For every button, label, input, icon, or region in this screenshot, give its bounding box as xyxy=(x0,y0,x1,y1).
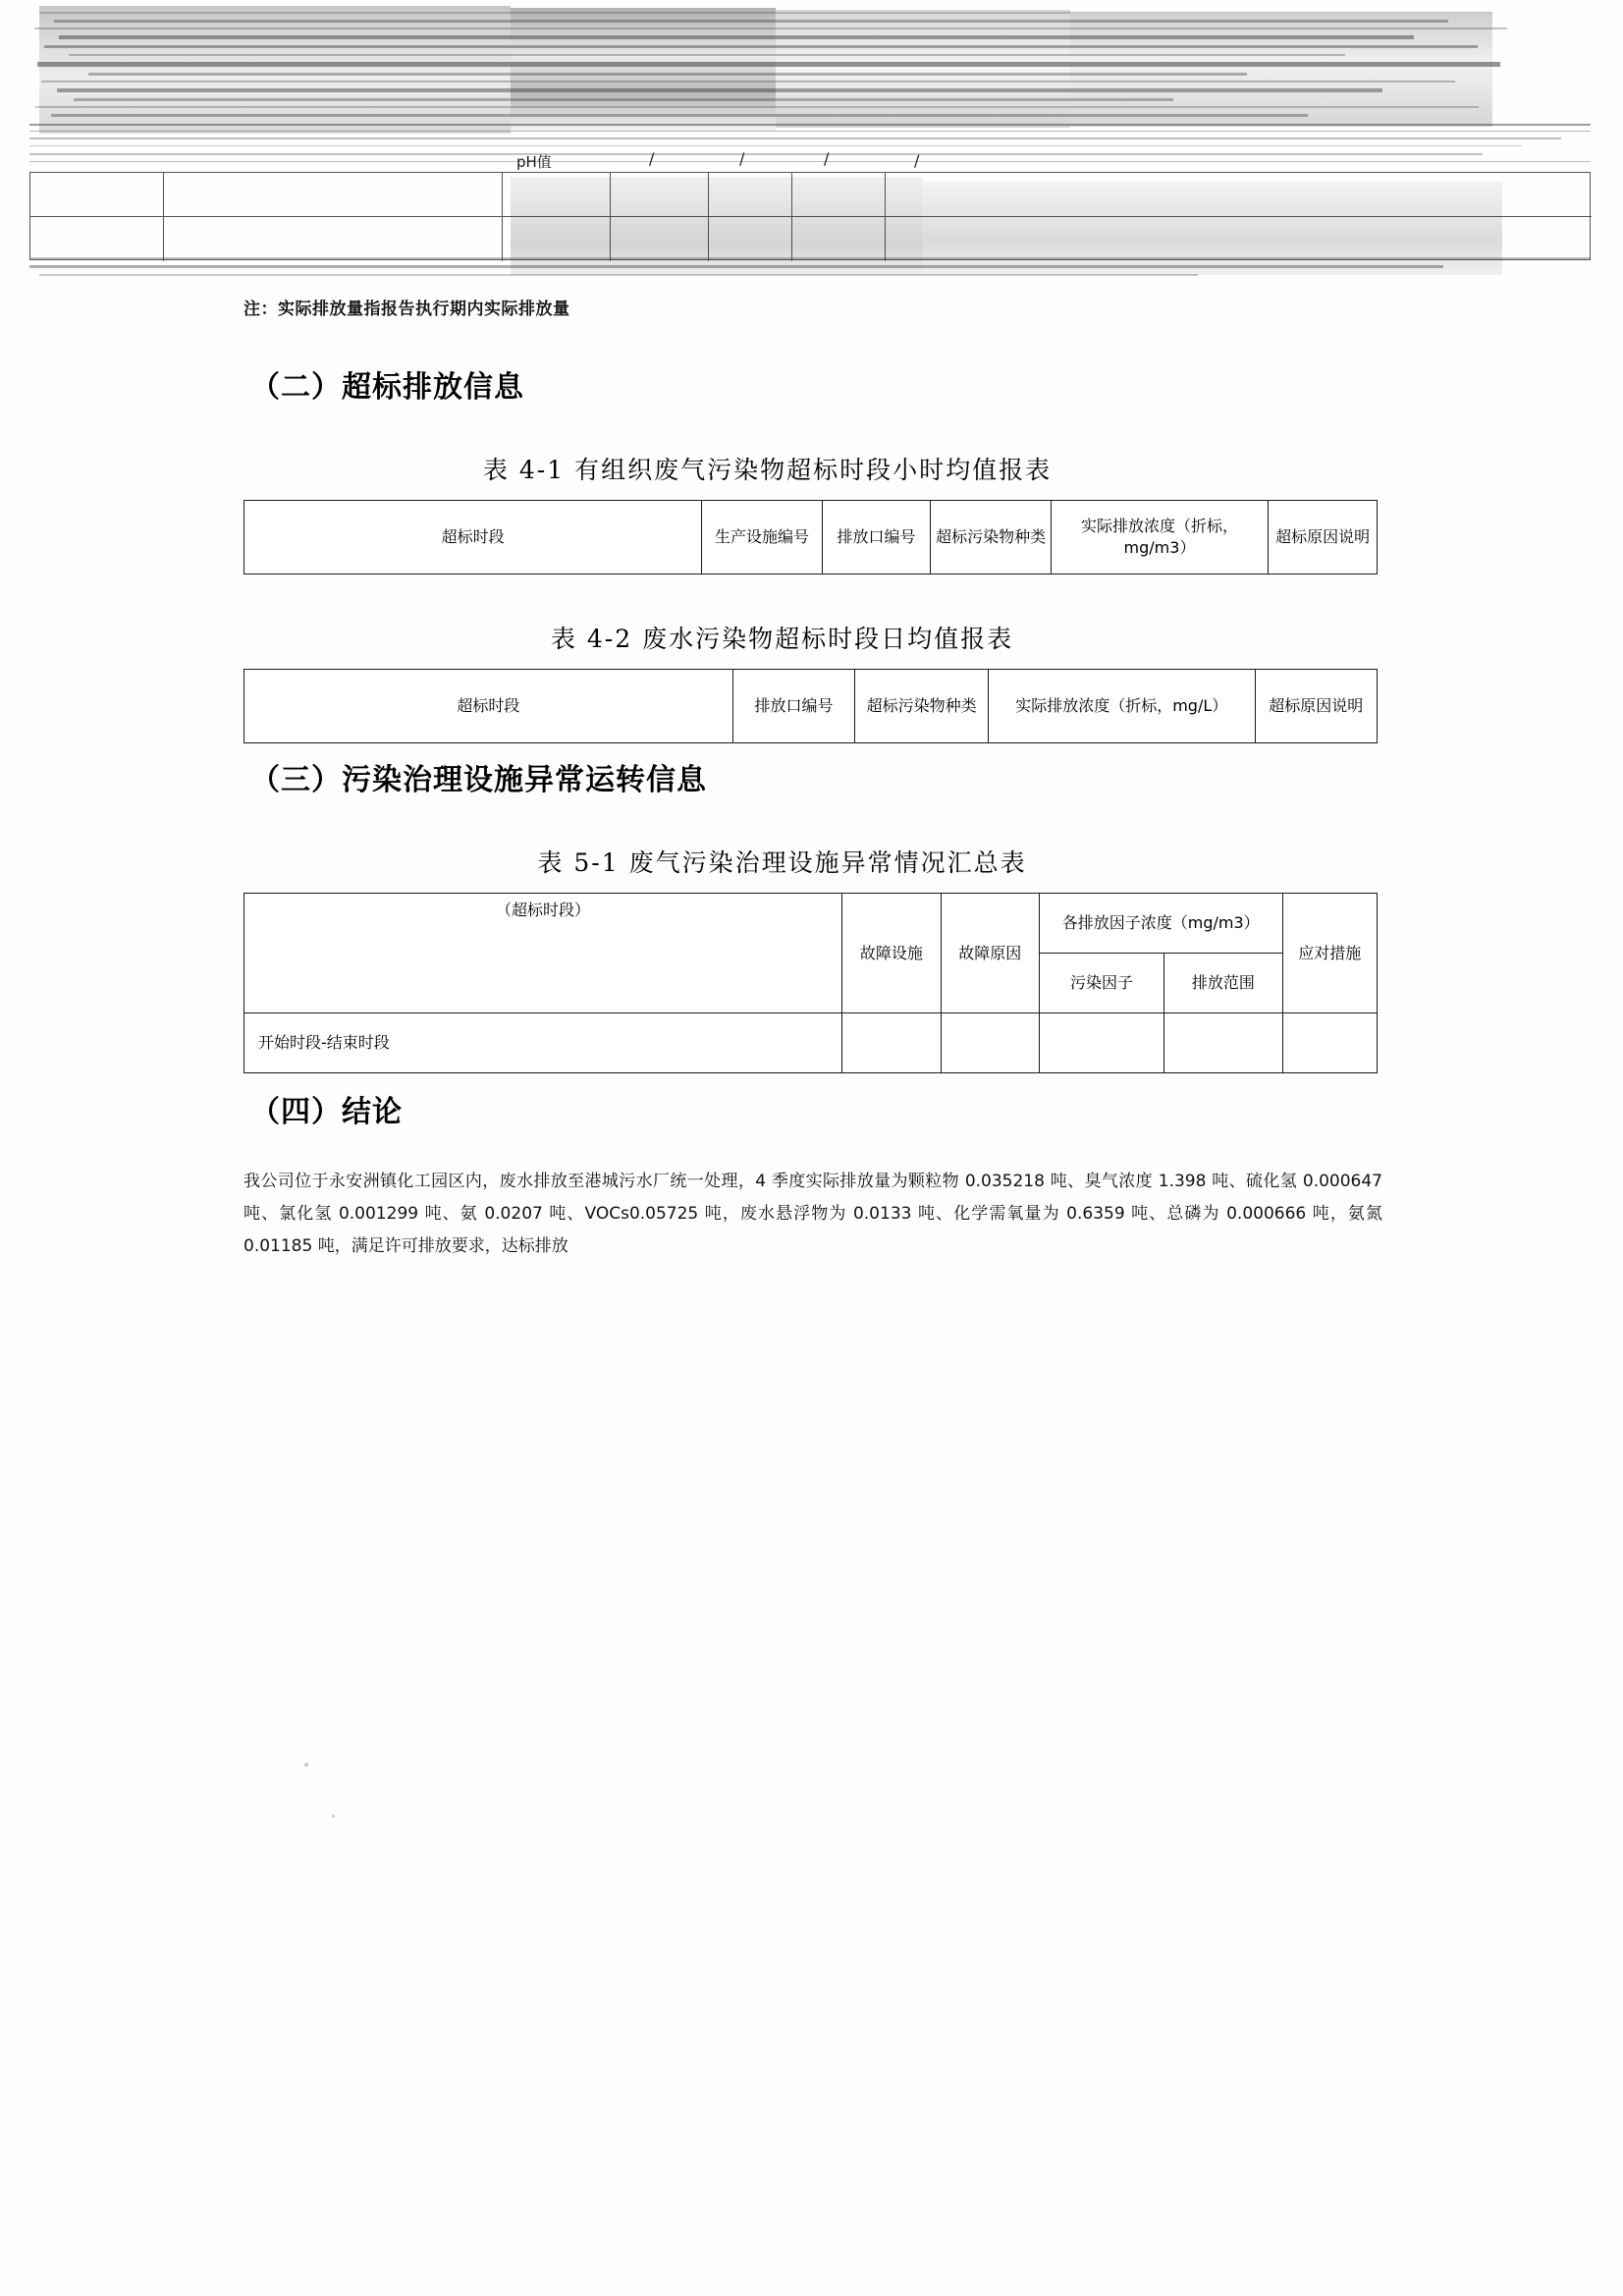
table-4-1-caption: 表 4-1 有组织废气污染物超标时段小时均值报表 xyxy=(482,456,1053,484)
table-note: 注：实际排放量指报告执行期内实际排放量 xyxy=(243,300,570,319)
table-row-header xyxy=(244,670,1378,743)
th-reason: 超标原因说明 xyxy=(1269,501,1378,574)
table-row-header xyxy=(244,501,1378,574)
td-empty-range xyxy=(1164,1013,1282,1073)
section-heading-2: （二）超标排放信息 xyxy=(250,370,524,405)
th-pollutant: 超标污染物种类 xyxy=(855,670,989,743)
td-empty-factor xyxy=(1039,1013,1163,1073)
document-content xyxy=(0,295,1623,1263)
table-5-1 xyxy=(243,893,1378,1073)
th-device-no: 生产设施编号 xyxy=(702,501,822,574)
ghost-value-3: / xyxy=(914,151,920,170)
table-row-subperiod xyxy=(244,1013,1378,1073)
scan-speck xyxy=(332,1815,335,1818)
th-reason: 超标原因说明 xyxy=(1255,670,1378,743)
table-5-1-caption: 表 5-1 废气污染治理设施异常情况汇总表 xyxy=(537,848,1027,877)
ghost-ph-label: pH值 xyxy=(516,153,552,171)
th-period-group: （超标时段） xyxy=(244,894,842,1013)
table-4-2 xyxy=(243,669,1378,743)
th-concentration: 实际排放浓度（折标，mg/m3） xyxy=(1051,501,1268,574)
th-pollutant: 超标污染物种类 xyxy=(931,501,1051,574)
table-4-1 xyxy=(243,500,1378,574)
th-outlet-no: 排放口编号 xyxy=(822,501,931,574)
th-outlet-no: 排放口编号 xyxy=(732,670,854,743)
th-emission-range: 排放范围 xyxy=(1164,954,1282,1013)
td-empty-device xyxy=(842,1013,941,1073)
th-measures: 应对措施 xyxy=(1282,894,1377,1013)
td-empty-reason xyxy=(941,1013,1039,1073)
th-pollution-factor: 污染因子 xyxy=(1039,954,1163,1013)
th-fault-reason: 故障原因 xyxy=(941,894,1039,1013)
table-4-2-caption: 表 4-2 废水污染物超标时段日均值报表 xyxy=(550,625,1014,653)
ghost-value-1: / xyxy=(739,149,745,168)
ghost-value-0: / xyxy=(649,149,655,168)
section-heading-4: （四）结论 xyxy=(250,1095,403,1129)
conclusion-text: 我公司位于永安洲镇化工园区内，废水排放至港城污水厂统一处理，4 季度实际排放量为颗粒物 0.035218 吨、臭气浓度 1.398 吨、硫化氢 0.000647 吨、氯化氢 0.001299 吨、氨 0.0207 吨、VOCs0.05725 吨，废水悬浮物为 0.0133 吨、化学需氧量为 0.6359 吨、总磷为 0.000666 吨，氨氮 0.01185 吨，满足许可排放要求，达标排放 xyxy=(243,1172,1382,1257)
scan-speck xyxy=(304,1763,308,1767)
th-period: 超标时段 xyxy=(244,670,733,743)
th-period: 超标时段 xyxy=(244,501,702,574)
th-concentration-group: 各排放因子浓度（mg/m3） xyxy=(1039,894,1282,954)
td-period-sub: 开始时段-结束时段 xyxy=(244,1013,842,1073)
th-concentration: 实际排放浓度（折标，mg/L） xyxy=(988,670,1255,743)
scan-smear-artifact xyxy=(0,0,1623,295)
th-fault-device: 故障设施 xyxy=(842,894,941,1013)
table-row-header-top xyxy=(244,894,1378,954)
section-heading-3: （三）污染治理设施异常运转信息 xyxy=(250,763,707,797)
ghost-value-2: / xyxy=(824,149,830,168)
td-empty-measures xyxy=(1282,1013,1377,1073)
